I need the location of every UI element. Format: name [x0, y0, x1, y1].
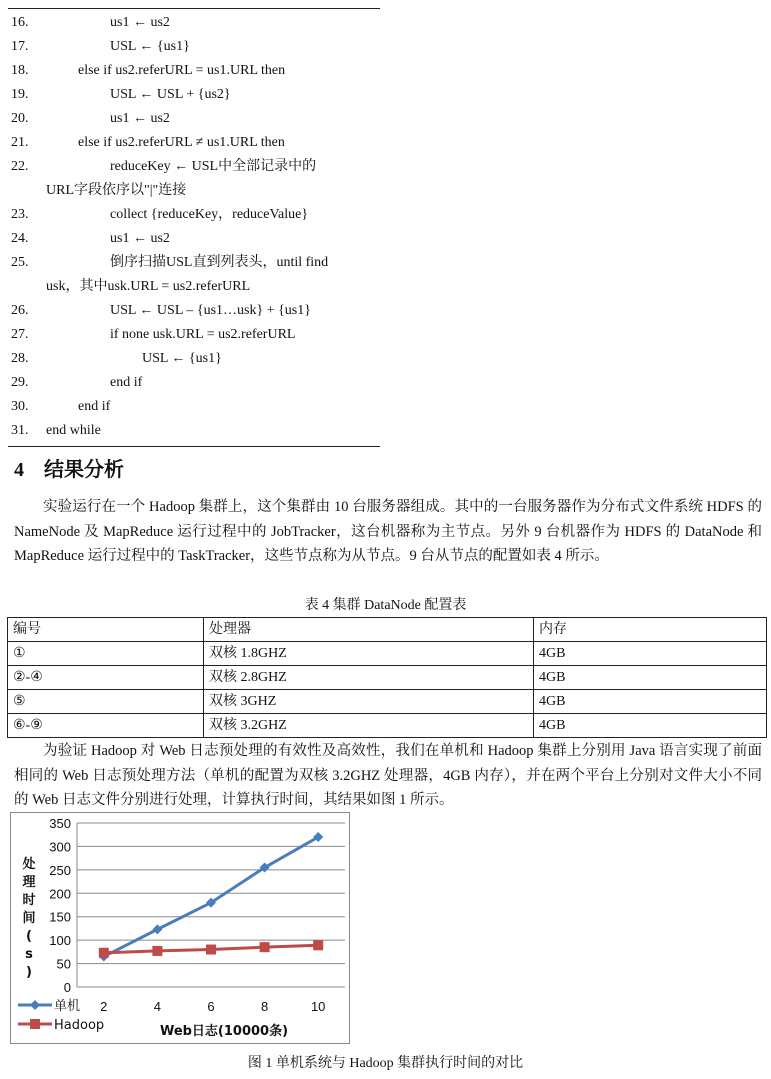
table-header-row — [8, 618, 767, 642]
algorithm-line — [8, 203, 380, 227]
line-number: 29. — [11, 375, 29, 390]
algorithm-line — [8, 419, 380, 443]
y-tick-label: 100 — [49, 933, 71, 949]
line-number: 20. — [11, 111, 29, 126]
line-number: 24. — [11, 231, 29, 246]
table-cell: 双核 3GHZ — [204, 690, 534, 714]
table-cell: 4GB — [534, 714, 767, 738]
algorithm-line — [8, 227, 380, 251]
data-point-hadoop — [260, 942, 270, 952]
legend-marker — [30, 1019, 40, 1029]
paragraph-comparison: 为验证 Hadoop 对 Web 日志预处理的有效性及高效性，我们在单机和 Hadoop 集群上分别用 Java 语言实现了前面相同的 Web 日志预处理方法（单机的配置为双核 3.2GHZ 处理器，4GB 内存），并在两个平台上分别对文件大小不同的 Web 日志文件分别进行处理，计算执行时间，其结果如图 1 所示。 — [14, 743, 762, 808]
algorithm-line — [8, 371, 380, 395]
section-number: 4 — [14, 459, 24, 481]
line-number: 19. — [11, 87, 29, 102]
y-axis-label-char: s — [25, 947, 33, 962]
table-cell: ⑤ — [8, 690, 204, 714]
algorithm-line — [8, 155, 380, 179]
x-axis-label: Web日志(10000条) — [159, 1024, 289, 1039]
line-number: 27. — [11, 327, 29, 342]
table-cell: ① — [8, 642, 204, 666]
line-number: 31. — [11, 423, 29, 438]
algorithm-line — [8, 83, 380, 107]
line-code: if none usk.URL = us2.referURL — [110, 327, 296, 342]
line-code: USL ← USL + {us2} — [110, 87, 231, 102]
line-code: us1 ← us2 — [110, 231, 170, 246]
algorithm-line — [8, 395, 380, 419]
line-code: else if us2.referURL ≠ us1.URL then — [78, 135, 285, 150]
line-code: end if — [78, 399, 111, 414]
line-code: USL ← {us1} — [110, 39, 190, 54]
algorithm-line — [8, 275, 380, 299]
table-row — [8, 666, 767, 690]
x-tick-label: 2 — [100, 999, 108, 1014]
line-code: end if — [110, 375, 143, 390]
legend-label: Hadoop — [54, 1018, 105, 1033]
table-cell: 4GB — [534, 642, 767, 666]
algorithm-line — [8, 179, 380, 203]
y-tick-label: 200 — [49, 886, 71, 902]
y-tick-label: 0 — [63, 980, 71, 995]
line-number: 30. — [11, 399, 29, 414]
table-header-cell: 处理器 — [204, 618, 534, 642]
line-number: 28. — [11, 351, 29, 366]
table-header-cell: 内存 — [534, 618, 767, 642]
line-code: end while — [46, 423, 101, 438]
y-tick-label: 350 — [49, 816, 71, 831]
line-number: 16. — [11, 15, 29, 30]
data-point-hadoop — [313, 940, 323, 950]
y-axis-label-char: ( — [26, 929, 32, 944]
table-row — [8, 690, 767, 714]
y-axis-label-char: 处 — [22, 857, 36, 872]
table-caption: 表 4 集群 DataNode 配置表 — [304, 598, 467, 613]
execution-time-chart — [10, 812, 350, 1044]
datanode-config-table — [7, 617, 767, 738]
algorithm-line — [8, 131, 380, 155]
table-header-cell: 编号 — [8, 618, 204, 642]
algorithm-line — [8, 347, 380, 371]
y-tick-label: 250 — [49, 862, 71, 878]
figure-caption: 图 1 单机系统与 Hadoop 集群执行时间的对比 — [247, 1056, 524, 1071]
line-code: USL ← USL – {us1…usk} + {us1} — [110, 303, 311, 318]
legend-label: 单机 — [54, 999, 81, 1014]
data-point-hadoop — [152, 946, 162, 956]
line-code: us1 ← us2 — [110, 111, 170, 126]
y-axis-label-char: 时 — [22, 893, 36, 908]
line-code: usk，其中usk.URL = us2.referURL — [46, 279, 251, 294]
algorithm-line — [8, 299, 380, 323]
line-code: collect {reduceKey，reduceValue} — [110, 207, 309, 222]
line-code: USL ← {us1} — [142, 351, 222, 366]
table-cell: 4GB — [534, 666, 767, 690]
line-number: 22. — [11, 159, 29, 174]
section-heading — [14, 453, 124, 482]
algorithm-line — [8, 107, 380, 131]
table-cell: 双核 2.8GHZ — [204, 666, 534, 690]
table-cell: ⑥-⑨ — [8, 714, 204, 738]
line-number: 21. — [11, 135, 29, 150]
x-tick-label: 4 — [153, 999, 162, 1014]
line-code: URL字段依序以"|"连接 — [46, 183, 187, 198]
line-number: 25. — [11, 255, 29, 270]
line-code: us1 ← us2 — [110, 15, 170, 30]
y-axis-label-char: 间 — [22, 911, 36, 926]
table-cell: ②-④ — [8, 666, 204, 690]
line-number: 23. — [11, 207, 29, 222]
x-tick-label: 10 — [310, 999, 326, 1014]
algorithm-line — [8, 35, 380, 59]
line-number: 17. — [11, 39, 29, 54]
line-code: reduceKey ← USL中全部记录中的 — [110, 159, 317, 174]
table-cell: 双核 3.2GHZ — [204, 714, 534, 738]
algorithm-line — [8, 59, 380, 83]
data-point-hadoop — [99, 948, 109, 958]
section-title: 结果分析 — [44, 457, 124, 481]
line-number: 26. — [11, 303, 29, 318]
table-cell: 双核 1.8GHZ — [204, 642, 534, 666]
table-row — [8, 642, 767, 666]
algorithm-line — [8, 251, 380, 275]
y-axis-label-char: 理 — [22, 875, 36, 890]
algorithm-line — [8, 11, 380, 35]
x-tick-label: 6 — [207, 999, 215, 1014]
data-point-hadoop — [206, 945, 216, 955]
y-tick-label: 300 — [49, 839, 71, 855]
y-tick-label: 150 — [49, 909, 71, 925]
x-tick-label: 8 — [260, 999, 269, 1014]
algorithm-listing — [8, 8, 380, 447]
line-code: else if us2.referURL = us1.URL then — [78, 63, 286, 78]
y-axis-label-char: ) — [26, 965, 32, 980]
algorithm-line — [8, 323, 380, 347]
line-code: 倒序扫描USL直到列表头，until find — [110, 255, 329, 270]
table-row — [8, 714, 767, 738]
line-number: 18. — [11, 63, 29, 78]
table-cell: 4GB — [534, 690, 767, 714]
y-tick-label: 50 — [56, 956, 71, 972]
paragraph-experiment-setup: 实验运行在一个 Hadoop 集群上，这个集群由 10 台服务器组成。其中的一台服务器作为分布式文件系统 HDFS 的 NameNode 及 MapReduce 运行过程中的 JobTracker，这台机器称为主节点。另外 9 台机器作为 HDFS 的 DataNode 和 MapReduce 运行过程中的 TaskTracker，这些节点称为从节点。9 台从节点的配置如表 4 所示。 — [14, 499, 762, 564]
